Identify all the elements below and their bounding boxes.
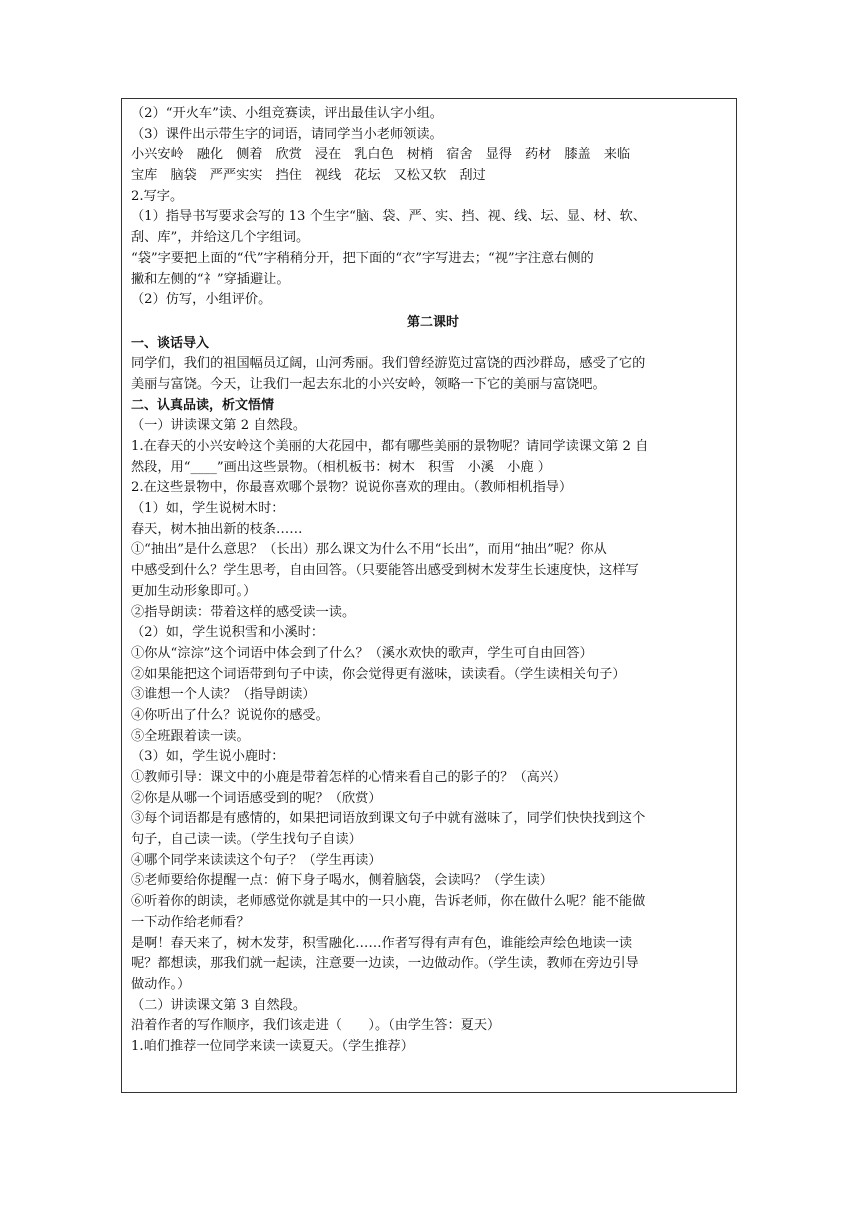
vocab-word: 严严实实 — [209, 168, 263, 184]
vocab-word: 花坛 — [354, 168, 381, 184]
text-line: ①你从“淙淙”这个词语中体会到了什么？（溪水欢快的歌声，学生可自由回答） — [131, 645, 593, 661]
section-heading: 一、谈话导入 — [131, 335, 210, 351]
text-line: ①教师引导：课文中的小鹿是带着怎样的心情来看自己的影子的？（高兴） — [131, 770, 567, 785]
text-line: “袋”字要把上面的“代”字稍稍分开，把下面的“衣”字写进去；“视”字注意右侧的 — [131, 250, 594, 266]
text-line: 中感受到什么？学生思考，自由回答。（只要能答出感受到树木发芽生长速度快，这样写 — [131, 563, 639, 579]
vocab-word: 乳白色 — [354, 147, 394, 163]
lesson-heading: 第二课时 — [406, 314, 459, 330]
text-line: ⑤老师要给你提醒一点：俯下身子喝水，侧着脑袋，会读吗？（学生读） — [131, 873, 553, 889]
text-line: 呢？都想读，那我们就一起读，注意要一边读，一边做动作。（学生读，教师在旁边引导 — [131, 956, 639, 972]
text-line: 美丽与富饶。今天，让我们一起去东北的小兴安岭，领略一下它的美丽与富饶吧。 — [131, 376, 606, 392]
text-line: 是啊！春天来了，树木发芽，积雪融化……作者写得有声有色，谁能绘声绘色地读一读 — [131, 935, 633, 951]
text-line: ⑤全班跟着读一读。 — [131, 728, 250, 744]
text-line: 一下动作给老师看？ — [131, 914, 250, 930]
vocab-word: 欣赏 — [275, 147, 302, 163]
text-line: 春天，树木抽出新的枝条…… — [131, 521, 303, 537]
text-line: 沿着作者的写作顺序，我们该走进（ ）。（由学生答：夏天） — [131, 1018, 501, 1034]
text-line: ⑥听着你的朗读，老师感觉你就是其中的一只小鹿，告诉老师，你在做什么呢？能不能做 — [131, 894, 646, 910]
text-line: 然段，用“____”画出这些景物。（相机板书：树木 积雪 小溪 小鹿 ） — [131, 459, 551, 475]
vocab-word: 膝盖 — [564, 147, 591, 163]
vocab-word: 刮过 — [459, 168, 486, 184]
text-line: ②指导朗读：带着这样的感受读一读。 — [131, 604, 356, 620]
text-line: 句子，自己读一读。（学生找句子自读） — [131, 832, 362, 848]
vocab-word: 药材 — [524, 147, 552, 163]
vocab-word: 挡住 — [275, 168, 302, 184]
vocab-word: 浸在 — [314, 147, 342, 163]
vocab-word: 脑袋 — [170, 168, 197, 184]
text-line: 2.在这些景物中，你最喜欢哪个景物？说说你喜欢的理由。（教师相机指导） — [131, 480, 573, 496]
text-line: 刮、库”，并给这几个字组词。 — [131, 230, 310, 246]
text-line: （一）讲读课文第 2 自然段。 — [131, 418, 307, 434]
text-line: 同学们，我们的祖国幅员辽阔，山河秀丽。我们曾经游览过富饶的西沙群岛，感受了它的 — [131, 356, 646, 372]
vocab-row-1 — [131, 145, 735, 166]
text-line: ①“抽出”是什么意思？（长出）那么课文为什么不用“长出”，而用“抽出”呢？你从 — [131, 542, 607, 558]
text-line: 做动作。） — [131, 976, 191, 992]
vocab-word: 显得 — [485, 147, 512, 163]
vocab-word: 来临 — [603, 147, 631, 163]
text-line: （3）如，学生说小鹿时： — [131, 749, 285, 765]
text-line: ②如果能把这个词语带到句子中读，你会觉得更有滋味，读读看。（学生读相关句子） — [131, 666, 626, 682]
text-line: 更加生动形象即可。） — [131, 583, 257, 599]
text-line: （3）课件出示带生字的词语，请同学当小老师领读。 — [131, 126, 443, 142]
text-line: ③谁想一个人读？（指导朗读） — [131, 687, 316, 703]
vocab-word: 宿舍 — [446, 147, 473, 163]
text-line: （二）讲读课文第 3 自然段。 — [131, 997, 307, 1013]
text-line: ④你听出了什么？说说你的感受。 — [131, 707, 329, 723]
text-line: ④哪个同学来读读这个句子？（学生再读） — [131, 852, 382, 868]
vocab-row-2 — [131, 166, 735, 187]
vocab-word: 视线 — [314, 168, 342, 184]
text-line: ③每个词语都是有感情的，如果把词语放到课文句子中就有滋味了，同学们快快找到这个 — [131, 811, 646, 827]
text-line: 撇和左侧的“礻”穿插避让。 — [131, 271, 290, 287]
vocab-word: 树梢 — [406, 147, 434, 163]
section-heading: 二、认真品读，析文悟情 — [131, 397, 275, 413]
text-line: 2.写字。 — [131, 188, 184, 204]
text-line: （2）如，学生说积雪和小溪时： — [131, 625, 325, 641]
text-line: ②你是从哪一个词语感受到的呢？（欣赏） — [131, 790, 382, 806]
text-line: （2）“开火车”读、小组竞赛读，评出最佳认字小组。 — [131, 106, 443, 121]
vocab-word: 融化 — [196, 147, 224, 163]
vocab-word: 宝库 — [131, 168, 158, 184]
text-line: （2）仿写，小组评价。 — [131, 292, 272, 308]
text-line: （1）指导书写要求会写的 13 个生字“脑、袋、严、实、挡、视、线、坛、显、材、软、 — [131, 209, 647, 225]
vocab-word: 侧着 — [236, 147, 263, 163]
text-line: 1.咱们推荐一位同学来读一读夏天。（学生推荐） — [131, 1038, 414, 1054]
lesson-content — [131, 104, 735, 1058]
vocab-word: 小兴安岭 — [131, 147, 184, 163]
vocab-word: 又松又软 — [393, 168, 447, 184]
text-line: （1）如，学生说树木时： — [131, 501, 285, 517]
text-line: 1.在春天的小兴安岭这个美丽的大花园中，都有哪些美丽的景物呢？请同学读课文第 2 自 — [131, 439, 649, 454]
